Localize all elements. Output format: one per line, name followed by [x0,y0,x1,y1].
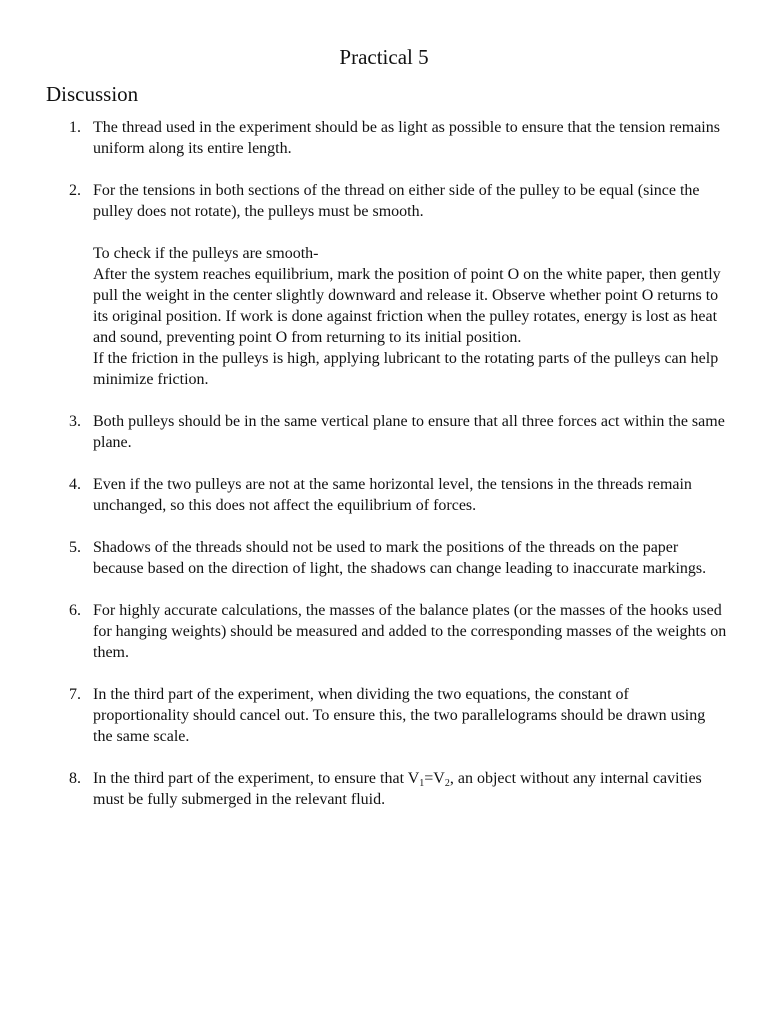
list-item [0,117,768,159]
subscript-one: 1 [419,778,425,789]
item-text: Both pulleys should be in the same vertical plane to ensure that all three forces act within the same plane. [93,413,725,451]
list-item [0,684,768,747]
discussion-list [0,117,768,831]
subscript-two: 2 [444,778,450,789]
item-number: 5. [69,539,81,556]
list-item [0,411,768,453]
list-item [0,474,768,516]
item-text [93,768,728,810]
list-item [0,600,768,663]
item-number: 6. [69,602,81,619]
paragraph-spacer [93,222,728,243]
page-title: Practical 5 [339,45,429,69]
friction-text: If the friction in the pulleys is high, applying lubricant to the rotating parts of the pulleys can help minimize friction. [93,350,719,388]
item-text: For the tensions in both sections of the thread on either side of the pulley to be equal (since the pulley does not rotate), the pulleys must be smooth. [93,182,700,220]
item-number: 2. [69,182,81,199]
list-item [0,180,768,390]
item-text: Shadows of the threads should not be used to mark the positions of the threads on the paper because based on the direction of light, the shadows can change leading to inaccurate markings. [93,539,707,577]
item-text: For highly accurate calculations, the masses of the balance plates (or the masses of the hooks used for hanging weights) should be measured and added to the corresponding masses of the weights on them. [93,602,727,661]
item-number: 4. [69,476,81,493]
item-text-before: In the third part of the experiment, to ensure that V [93,770,420,787]
item-text: The thread used in the experiment should be as light as possible to ensure that the tension remains uniform along its entire length. [93,119,720,157]
item-text-after: , an object without any internal cavities must be fully submerged in the relevant fluid. [93,770,702,808]
item-number: 8. [69,770,81,787]
item-number: 3. [69,413,81,430]
section-heading: Discussion [46,82,139,106]
item-number: 7. [69,686,81,703]
item-text: In the third part of the experiment, when dividing the two equations, the constant of proportionality should cancel out. To ensure this, the two parallelograms should be drawn using the same scale. [93,686,706,745]
item-number: 1. [69,119,81,136]
check-text: After the system reaches equilibrium, mark the position of point O on the white paper, then gently pull the weight in the center slightly downward and release it. Observe whether point O returns to its original position. If work is done against friction when the pulley rotates, energy is lost as heat and sound, preventing point O from returning to its initial position. [93,266,721,346]
check-heading: To check if the pulleys are smooth- [93,245,319,262]
item-text-mid: =V [424,770,445,787]
list-item [0,768,768,810]
item-text: Even if the two pulleys are not at the same horizontal level, the tensions in the threads remain unchanged, so this does not affect the equilibrium of forces. [93,476,692,514]
list-item [0,537,768,579]
